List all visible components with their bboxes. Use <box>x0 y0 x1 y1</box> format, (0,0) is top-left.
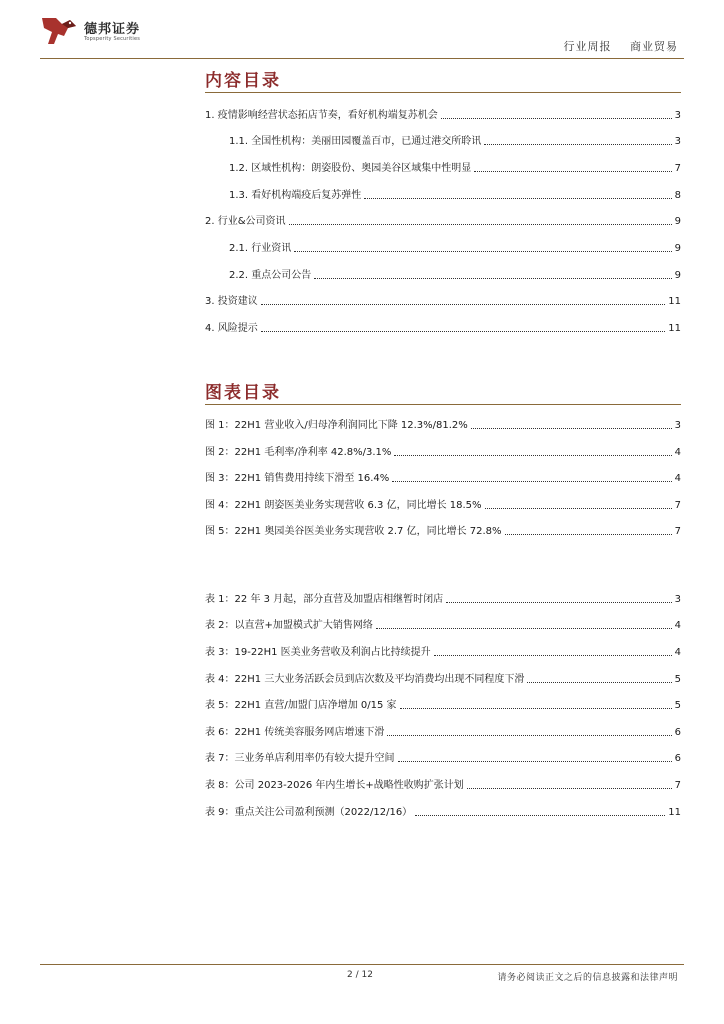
table-entry[interactable] <box>205 672 681 686</box>
table-entry-page: 4 <box>674 647 681 658</box>
table-entry-page: 5 <box>674 700 681 711</box>
figure-entry-page: 7 <box>674 500 681 511</box>
table-entry-page: 4 <box>674 620 681 631</box>
toc-entry-text: 3. 投资建议 <box>205 296 258 307</box>
leader-dots <box>415 815 665 816</box>
figure-entry-text: 图 2：22H1 毛利率/净利率 42.8%/3.1% <box>205 447 392 458</box>
table-entry-page: 7 <box>674 780 681 791</box>
leader-dots <box>392 481 671 482</box>
toc-entry[interactable] <box>205 214 681 228</box>
toc-entry-page: 9 <box>674 216 681 227</box>
table-entry-page: 6 <box>674 727 681 738</box>
leader-dots <box>261 304 666 305</box>
table-entry[interactable] <box>205 698 681 712</box>
figure-entry-text: 图 5：22H1 奥园美谷医美业务实现营收 2.7 亿，同比增长 72.8% <box>205 526 502 537</box>
figures-title-rule <box>205 404 681 405</box>
table-entry-text: 表 7：三业务单店利用率仍有较大提升空间 <box>205 753 395 764</box>
figure-entry-page: 4 <box>674 447 681 458</box>
leader-dots <box>364 198 671 199</box>
toc-entry[interactable] <box>229 268 681 282</box>
page-header <box>0 0 724 60</box>
toc-entry-text: 1.3. 看好机构端疫后复苏弹性 <box>229 190 362 201</box>
report-type-label: 行业周报 <box>563 40 612 53</box>
toc-entry-page: 7 <box>674 163 681 174</box>
header-divider <box>40 58 684 59</box>
table-entry[interactable] <box>205 645 681 659</box>
figure-entry[interactable] <box>205 418 681 432</box>
leader-dots <box>467 788 672 789</box>
company-logo <box>40 14 160 48</box>
logo-mark-icon <box>40 14 80 48</box>
logo-english-name: Topsperity Securities <box>84 36 141 42</box>
toc-entry[interactable] <box>205 108 681 122</box>
figures-title: 图表目录 <box>205 383 281 403</box>
table-entry-text: 表 2：以直营+加盟模式扩大销售网络 <box>205 620 373 631</box>
leader-dots <box>471 428 672 429</box>
leader-dots <box>289 224 672 225</box>
table-entry[interactable] <box>205 778 681 792</box>
table-entry-page: 5 <box>674 674 681 685</box>
toc-entry[interactable] <box>229 134 681 148</box>
leader-dots <box>485 508 672 509</box>
leader-dots <box>376 628 672 629</box>
leader-dots <box>474 171 671 172</box>
toc-entry-page: 8 <box>674 190 681 201</box>
figure-entry-page: 3 <box>674 420 681 431</box>
leader-dots <box>446 602 671 603</box>
toc-entry-text: 2. 行业&公司资讯 <box>205 216 286 227</box>
leader-dots <box>400 708 672 709</box>
figure-entry[interactable] <box>205 524 681 538</box>
toc-entry[interactable] <box>205 321 681 335</box>
table-entry[interactable] <box>205 618 681 632</box>
table-entry-text: 表 5：22H1 直营/加盟门店净增加 0/15 家 <box>205 700 397 711</box>
leader-dots <box>294 251 671 252</box>
table-entry-page: 11 <box>668 807 681 818</box>
contents-title: 内容目录 <box>205 71 281 91</box>
table-entry-page: 6 <box>674 753 681 764</box>
footer-divider <box>40 964 684 965</box>
leader-dots <box>387 735 671 736</box>
table-entry-text: 表 8：公司 2023-2026 年内生增长+战略性收购扩张计划 <box>205 780 464 791</box>
leader-dots <box>261 331 666 332</box>
leader-dots <box>434 655 672 656</box>
leader-dots <box>314 278 671 279</box>
leader-dots <box>484 144 671 145</box>
header-labels <box>564 38 679 54</box>
leader-dots <box>394 455 671 456</box>
table-entry[interactable] <box>205 805 681 819</box>
toc-entry-text: 4. 风险提示 <box>205 323 258 334</box>
toc-entry[interactable] <box>205 294 681 308</box>
leader-dots <box>441 118 672 119</box>
toc-entry-page: 11 <box>668 323 681 334</box>
table-entry-text: 表 9：重点关注公司盈利预测（2022/12/16） <box>205 807 413 818</box>
toc-entry-page: 11 <box>668 296 681 307</box>
leader-dots <box>505 534 672 535</box>
toc-entry[interactable] <box>229 241 681 255</box>
table-entry[interactable] <box>205 592 681 606</box>
figure-entry-text: 图 3：22H1 销售费用持续下滑至 16.4% <box>205 473 390 484</box>
toc-entry-text: 2.2. 重点公司公告 <box>229 270 312 281</box>
toc-entry[interactable] <box>229 188 681 202</box>
toc-entry[interactable] <box>229 161 681 175</box>
figure-entry[interactable] <box>205 471 681 485</box>
toc-entry-page: 3 <box>674 110 681 121</box>
legal-disclaimer: 请务必阅读正文之后的信息披露和法律声明 <box>497 973 678 983</box>
page-number: 2 / 12 <box>347 970 373 980</box>
table-entry-text: 表 1：22 年 3 月起，部分直营及加盟店相继暂时闭店 <box>205 594 444 605</box>
toc-entry-page: 3 <box>674 136 681 147</box>
table-entry-text: 表 3：19-22H1 医美业务营收及利润占比持续提升 <box>205 647 431 658</box>
toc-entry-text: 1.2. 区域性机构：朗姿股份、奥园美谷区域集中性明显 <box>229 163 472 174</box>
figure-entry[interactable] <box>205 498 681 512</box>
figure-entry-page: 7 <box>674 526 681 537</box>
figure-entry-text: 图 4：22H1 朗姿医美业务实现营收 6.3 亿，同比增长 18.5% <box>205 500 482 511</box>
table-entry-text: 表 4：22H1 三大业务活跃会员到店次数及平均消费均出现不同程度下滑 <box>205 674 525 685</box>
table-entry-page: 3 <box>674 594 681 605</box>
contents-title-rule <box>205 92 681 93</box>
industry-label: 商业贸易 <box>630 40 678 53</box>
figure-entry-page: 4 <box>674 473 681 484</box>
toc-entry-text: 1.1. 全国性机构：美丽田园覆盖百市，已通过港交所聆讯 <box>229 136 482 147</box>
table-entry[interactable] <box>205 725 681 739</box>
leader-dots <box>398 761 672 762</box>
logo-chinese-name: 德邦证券 <box>84 22 141 37</box>
figure-entry[interactable] <box>205 445 681 459</box>
toc-entry-text: 1. 疫情影响经营状态拓店节奏，看好机构端复苏机会 <box>205 110 438 121</box>
toc-entry-text: 2.1. 行业资讯 <box>229 243 292 254</box>
toc-entry-page: 9 <box>674 270 681 281</box>
toc-entry-page: 9 <box>674 243 681 254</box>
table-entry[interactable] <box>205 751 681 765</box>
leader-dots <box>527 682 671 683</box>
figure-entry-text: 图 1：22H1 营业收入/归母净利润同比下降 12.3%/81.2% <box>205 420 468 431</box>
table-entry-text: 表 6：22H1 传统美容服务网店增速下滑 <box>205 727 385 738</box>
